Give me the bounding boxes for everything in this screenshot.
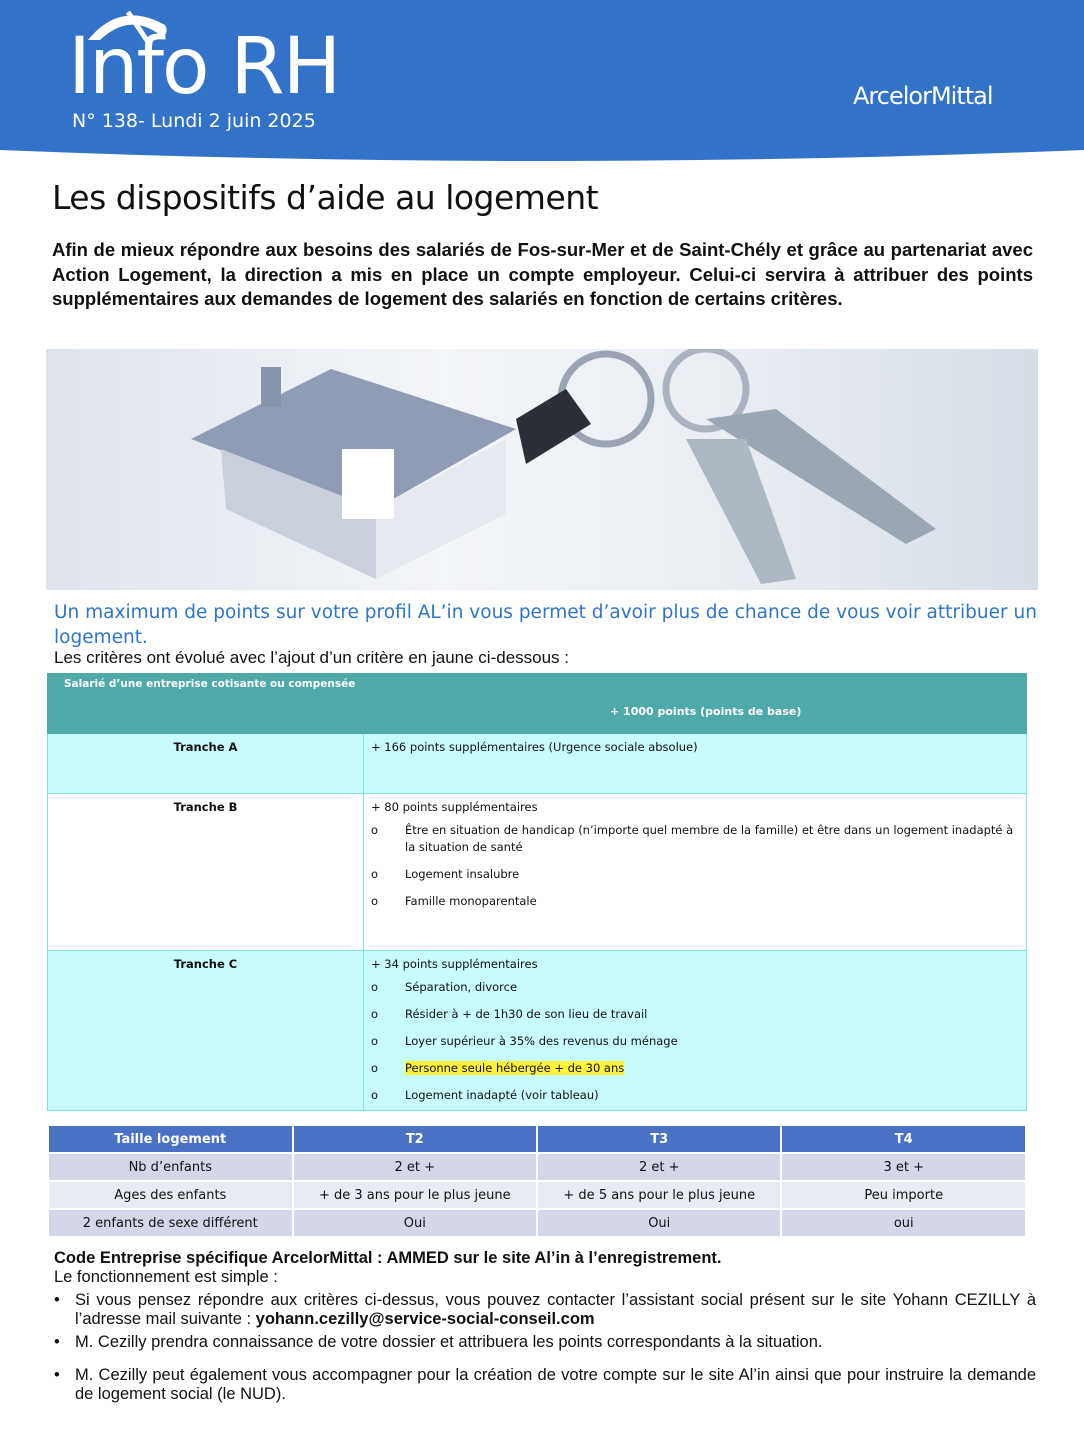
table-row — [48, 1209, 1026, 1237]
list-item-new-criterion — [371, 1060, 1019, 1077]
tranche-label: Tranche A — [48, 734, 364, 794]
cell: 2 et + — [293, 1153, 537, 1181]
simple-intro: Le fonctionnement est simple : — [54, 1268, 278, 1286]
email-link[interactable]: yohann.cezilly@service-social-conseil.com — [255, 1310, 595, 1328]
header-right: + 1000 points (points de base) — [610, 705, 802, 718]
list-item: o Loyer supérieur à 35% des revenus du ménage — [371, 1033, 1019, 1050]
intro-paragraph: Afin de mieux répondre aux besoins des salariés de Fos-sur-Mer et de Saint-Chély et grâce au partenariat avec Action Logement, la direction a mis en place un compte employeur. Celui-ci servira à attribuer des points supplémentaires aux demandes de logement des salariés en fonction de certains critères. — [52, 239, 1033, 309]
house-keys-illustration — [46, 349, 1038, 590]
header-left: Salarié d’une entreprise cotisante ou compensée — [64, 678, 356, 690]
header-cell: T4 — [781, 1125, 1026, 1153]
list-item: o Logement inadapté (voir tableau) — [371, 1087, 1019, 1104]
criteria-list — [371, 979, 1019, 1104]
newsletter-header — [0, 0, 1084, 170]
points-table — [47, 673, 1027, 1111]
cell: 3 et + — [781, 1153, 1026, 1181]
cell: 2 enfants de sexe différent — [48, 1209, 293, 1237]
table-row — [48, 794, 1027, 951]
article-title: Les dispositifs d’aide au logement — [52, 178, 599, 217]
highlighted-criterion: Personne seule hébergée + de 30 ans — [405, 1061, 625, 1075]
company-code: Code Entreprise spécifique ArcelorMittal : AMMED sur le site Al’in à l’enregistrement. — [54, 1249, 722, 1267]
criteria-list — [371, 822, 1019, 910]
list-item: o Être en situation de handicap (n’importe quel membre de la famille) et être dans un logement inadapté à la situation de santé — [371, 822, 1019, 856]
cell: + de 5 ans pour le plus jeune — [537, 1181, 781, 1209]
criteria-intro: Les critères ont évolué avec l’ajout d’un critère en jaune ci-dessous : — [54, 648, 570, 667]
newsletter-title: Info RH — [68, 22, 340, 112]
tranche-label: Tranche C — [48, 951, 364, 1111]
table-row — [48, 1153, 1026, 1181]
tranche-label: Tranche B — [48, 794, 364, 951]
bullet-text: Si vous pensez répondre aux critères ci-dessus, vous pouvez contacter l’assistant social présent sur le site Yohann CEZILLY à l’adresse mail suivante : — [75, 1291, 1036, 1328]
list-item: o Séparation, divorce — [371, 979, 1019, 996]
header-cell: T2 — [293, 1125, 537, 1153]
table-row — [48, 951, 1027, 1111]
cell: Oui — [293, 1209, 537, 1237]
cell: Peu importe — [781, 1181, 1026, 1209]
header-cell: T3 — [537, 1125, 781, 1153]
tranche-points: + 166 points supplémentaires (Urgence sociale absolue) — [364, 734, 1027, 794]
list-item: • M. Cezilly prendra connaissance de votre dossier et attribuera les points correspondants à la situation. — [54, 1333, 1036, 1352]
tranche-points: + 34 points supplémentaires — [371, 957, 538, 971]
table-row — [48, 734, 1027, 794]
list-item — [54, 1291, 1036, 1329]
house-keys-photo — [46, 349, 1038, 590]
list-item: o Logement insalubre — [371, 866, 1019, 883]
list-item: o Résider à + de 1h30 de son lieu de travail — [371, 1006, 1019, 1023]
arcelormittal-logo-icon — [0, 0, 170, 85]
cell: + de 3 ans pour le plus jeune — [293, 1181, 537, 1209]
list-item: • M. Cezilly peut également vous accompagner pour la création de votre compte sur le site Al’in ainsi que pour instruire la demande de logement social (le NUD). — [54, 1366, 1036, 1404]
tranche-points: + 80 points supplémentaires — [371, 800, 538, 814]
cell: Nb d’enfants — [48, 1153, 293, 1181]
steps-list — [54, 1291, 1036, 1404]
highlight-heading: Un maximum de points sur votre profil AL’in vous permet d’avoir plus de chance de vous voir attribuer un logement. — [54, 602, 1037, 648]
issue-date: N° 138- Lundi 2 juin 2025 — [72, 110, 316, 132]
cell: oui — [781, 1209, 1026, 1237]
footer-section — [54, 1249, 1036, 1408]
cell: 2 et + — [537, 1153, 781, 1181]
table-header-row — [48, 1125, 1026, 1153]
housing-size-table — [47, 1124, 1027, 1238]
table-row — [48, 1181, 1026, 1209]
cell: Ages des enfants — [48, 1181, 293, 1209]
logo-text: ArcelorMittal — [853, 82, 993, 110]
cell: Oui — [537, 1209, 781, 1237]
points-table-header — [48, 674, 1027, 734]
list-item: o Famille monoparentale — [371, 893, 1019, 910]
header-cell: Taille logement — [48, 1125, 293, 1153]
